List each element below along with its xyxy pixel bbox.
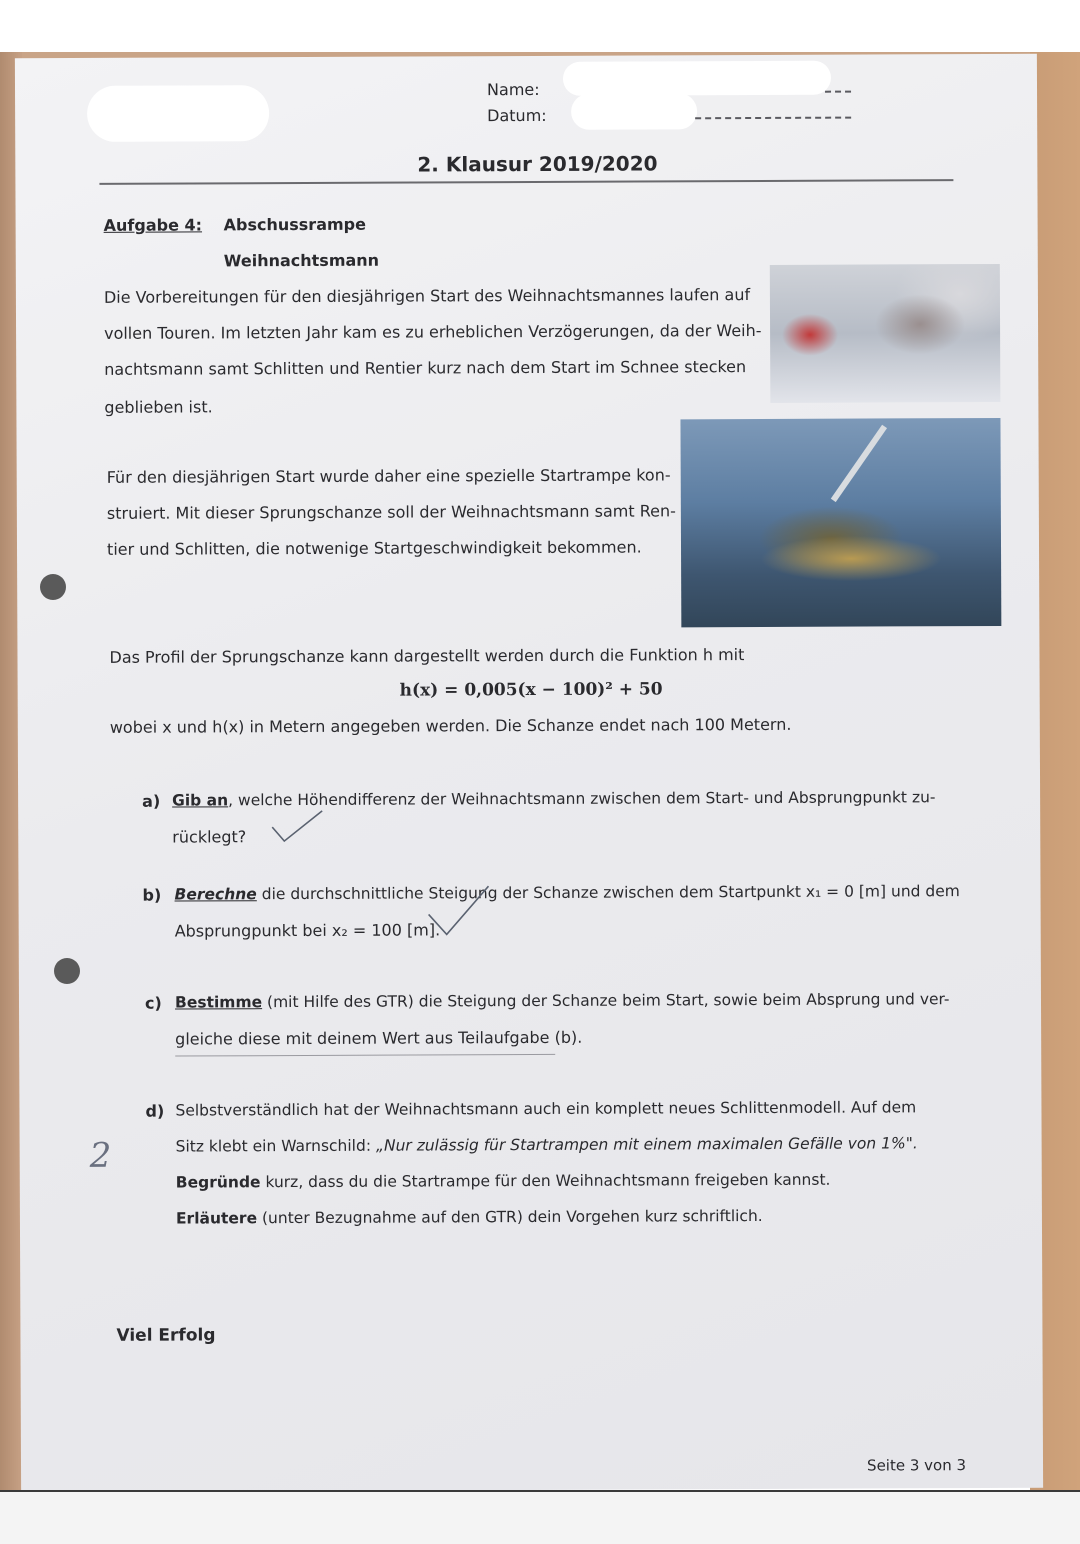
intro-p1-line3: nachtsmann samt Schlitten und Rentier kurz nach dem Start im Schnee stecken <box>104 357 747 379</box>
question-b-line1: die durchschnittliche Steigung der Schanze zwischen dem Startpunkt x₁ = 0 [m] und dem <box>256 882 960 904</box>
question-d-letter: d) <box>145 1101 165 1121</box>
intro-p1-line4: geblieben ist. <box>104 397 213 417</box>
question-d-line3: kurz, dass du die Startrampe für den Weihnachtsmann freigeben kannst. <box>260 1170 831 1192</box>
margin-grade-mark: 2 <box>89 1135 112 1176</box>
santa-sleigh-photo <box>770 264 1001 403</box>
question-a-line1: , welche Höhendifferenz der Weihnachtsmann zwischen dem Start- und Absprungpunkt zu- <box>228 788 936 810</box>
question-a-keyword: Gib an <box>172 791 229 810</box>
check-mark-icon <box>424 878 494 942</box>
question-c-line1: (mit Hilfe des GTR) die Steigung der Schanze beim Start, sowie beim Absprung und ver- <box>262 990 950 1012</box>
date-underline <box>695 117 851 120</box>
top-background <box>0 0 1080 52</box>
check-mark-icon <box>268 807 328 847</box>
question-d-warning-quote: „Nur zulässig für Startrampen mit einem maximalen Gefälle von 1%". <box>375 1134 918 1155</box>
question-c-keyword: Bestimme <box>174 993 263 1012</box>
question-a-line2: rücklegt? <box>172 827 247 847</box>
function-formula: h(x) = 0,005(x − 100)² + 50 <box>399 679 663 701</box>
name-underline <box>825 91 851 93</box>
question-d-keyword-begruende: Begründe <box>175 1173 261 1192</box>
question-c-letter: c) <box>144 993 162 1013</box>
question-d-line2-start: Sitz klebt ein Warnschild: <box>175 1136 376 1156</box>
header-rule <box>99 179 953 185</box>
task-title-line1: Abschussrampe <box>223 214 366 235</box>
date-label: Datum: <box>487 105 547 126</box>
question-d-line1: Selbstverständlich hat der Weihnachtsmann auch ein komplett neues Schlittenmodell. Auf dem <box>175 1098 917 1120</box>
intro-p2-line1: Für den diesjährigen Start wurde daher eine spezielle Startrampe kon- <box>106 465 671 487</box>
question-c-line2: gleiche diese mit deinem Wert aus Teilaufgabe (b). <box>175 1027 583 1049</box>
exam-sheet <box>15 54 1043 1492</box>
punch-hole <box>40 574 66 600</box>
question-a-letter: a) <box>142 791 161 811</box>
intro-p1-line1: Die Vorbereitungen für den diesjährigen Start des Weihnachtsmannes laufen auf <box>103 285 751 307</box>
closing-text: Viel Erfolg <box>116 1325 216 1346</box>
question-d-line4: (unter Bezugnahme auf den GTR) dein Vorgehen kurz schriftlich. <box>257 1206 763 1228</box>
name-label: Name: <box>486 79 540 100</box>
ski-jump-photo <box>680 418 1001 627</box>
question-b-letter: b) <box>142 885 162 905</box>
redacted-date <box>571 93 697 130</box>
redacted-student-name <box>563 61 831 96</box>
task-label: Aufgabe 4: <box>103 215 203 235</box>
intro-p3-line1: Das Profil der Sprungschanze kann dargestellt werden durch die Funktion h mit <box>109 645 745 667</box>
exam-title: 2. Klausur 2019/2020 <box>417 151 658 177</box>
intro-p3-line2: wobei x und h(x) in Metern angegeben werden. Die Schanze endet nach 100 Metern. <box>109 714 792 737</box>
redacted-school-name <box>87 85 269 142</box>
task-title-line2: Weihnachtsmann <box>223 250 380 271</box>
intro-p2-line3: tier und Schlitten, die notwenige Startgeschwindigkeit bekommen. <box>106 537 642 559</box>
question-d-keyword-erlaeutere: Erläutere <box>175 1209 258 1228</box>
question-b-line2: Absprungpunkt bei x₂ = 100 [m]. <box>174 920 441 941</box>
question-b-keyword: Berechne <box>174 885 257 904</box>
page-number: Seite 3 von 3 <box>866 1456 967 1475</box>
intro-p2-line2: struiert. Mit dieser Sprungschanze soll der Weihnachtsmann samt Ren- <box>106 501 676 523</box>
ski-jump-ramp <box>831 425 887 502</box>
handwritten-underline <box>175 1054 555 1057</box>
punch-hole <box>54 958 80 984</box>
intro-p1-line2: vollen Touren. Im letzten Jahr kam es zu erheblichen Verzögerungen, da der Weih- <box>104 320 762 343</box>
bottom-background <box>0 1492 1080 1544</box>
